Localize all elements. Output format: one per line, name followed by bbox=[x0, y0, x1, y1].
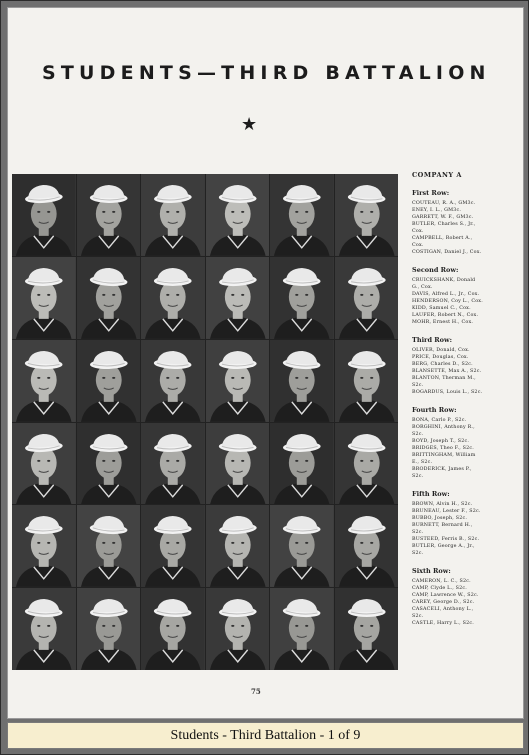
roster-name: BURNETT, Bernard H., bbox=[412, 523, 473, 528]
roster-name: E., S2c. bbox=[412, 460, 433, 465]
roster-row-group bbox=[412, 336, 520, 396]
roster-name: S2c. bbox=[412, 383, 424, 388]
roster-name: BRITTINGHAM, William bbox=[412, 453, 476, 458]
portrait-photo bbox=[270, 588, 334, 670]
portrait-photo bbox=[12, 257, 76, 339]
roster-name: CAREY, George D., S2c. bbox=[412, 600, 475, 605]
roster-row-group bbox=[412, 189, 520, 256]
roster-name: ENEY, I. L., GM3c. bbox=[412, 208, 462, 213]
image-caption: Students - Third Battalion - 1 of 9 bbox=[170, 727, 361, 743]
roster-name: CAMERON, L. C., S2c. bbox=[412, 579, 471, 584]
portrait-photo bbox=[206, 588, 270, 670]
roster-name: S2c. bbox=[412, 432, 424, 437]
roster-name: G., Cox. bbox=[412, 285, 433, 290]
roster-name: BRODERICK, James P., bbox=[412, 467, 472, 472]
portrait-photo bbox=[77, 340, 141, 422]
portrait-photo bbox=[335, 174, 399, 256]
roster-row-group bbox=[412, 490, 520, 557]
roster-name: GARRETT, W. F., GM3c. bbox=[412, 215, 474, 220]
star-icon: ★ bbox=[241, 114, 258, 135]
roster-name: LAUFER, Robert N., Cox. bbox=[412, 313, 479, 318]
roster-name: KIDD, Samuel C., Cox. bbox=[412, 306, 471, 311]
roster-name: BLANTON, Therman M., bbox=[412, 376, 476, 381]
portrait-photo bbox=[12, 423, 76, 505]
portrait-photo bbox=[141, 505, 205, 587]
roster-name: BROWN, Alvin H., S2c. bbox=[412, 502, 473, 507]
roster-name: BERG, Charles D., S2c. bbox=[412, 362, 473, 367]
page-number: 75 bbox=[251, 687, 261, 696]
portrait-photo bbox=[335, 588, 399, 670]
portrait-photo bbox=[270, 505, 334, 587]
roster-name: DAVIS, Alfred L., Jr., Cox. bbox=[412, 292, 480, 297]
roster-name: PRICE, Douglas, Cox. bbox=[412, 355, 469, 360]
portrait-photo bbox=[335, 257, 399, 339]
roster-name: CRUICKSHANK, Donald bbox=[412, 278, 476, 283]
portrait-photo bbox=[206, 340, 270, 422]
portrait-photo bbox=[141, 174, 205, 256]
roster-row-heading: First Row: bbox=[412, 189, 450, 197]
portrait-photo bbox=[141, 340, 205, 422]
roster-name: BUBBO, Joseph, S2c. bbox=[412, 516, 468, 521]
roster-name: S2c. bbox=[412, 551, 424, 556]
roster-list bbox=[412, 171, 520, 637]
roster-name: COUTEAU, R. A., GM3c. bbox=[412, 201, 476, 206]
roster-name: CAMP, Clyde L., S2c. bbox=[412, 586, 468, 591]
portrait-photo bbox=[141, 257, 205, 339]
portrait-photo bbox=[77, 505, 141, 587]
portrait-photo bbox=[12, 340, 76, 422]
roster-name: HENDERSON, Coy L., Cox. bbox=[412, 299, 483, 304]
roster-name: CAMPBELL, Robert A., bbox=[412, 236, 473, 241]
roster-name: BUSTEED, Ferris B., S2c. bbox=[412, 537, 480, 542]
portrait-photo bbox=[77, 174, 141, 256]
portrait-photo bbox=[335, 423, 399, 505]
roster-name: BRUNEAU, Lester F., S2c. bbox=[412, 509, 481, 514]
yearbook-page bbox=[7, 7, 524, 719]
portrait-photo bbox=[206, 174, 270, 256]
roster-row-heading: Third Row: bbox=[412, 336, 452, 344]
roster-row-heading: Second Row: bbox=[412, 266, 459, 274]
company-heading: COMPANY A bbox=[412, 171, 462, 179]
portrait-photo bbox=[77, 588, 141, 670]
roster-name: MOHR, Ernest H., Cox. bbox=[412, 320, 474, 325]
roster-row-group bbox=[412, 567, 520, 627]
portrait-photo bbox=[77, 423, 141, 505]
portrait-photo bbox=[335, 505, 399, 587]
roster-name: CASACELI, Anthony L., bbox=[412, 607, 474, 612]
portrait-grid bbox=[12, 174, 398, 670]
roster-name: Cox. bbox=[412, 229, 424, 234]
portrait-photo bbox=[141, 423, 205, 505]
roster-row-heading: Sixth Row: bbox=[412, 567, 451, 575]
roster-name: S2c. bbox=[412, 530, 424, 535]
roster-name: Cox. bbox=[412, 243, 424, 248]
roster-name: CAMP, Lawrence W., S2c. bbox=[412, 593, 479, 598]
portrait-photo bbox=[335, 340, 399, 422]
portrait-photo bbox=[206, 423, 270, 505]
page-title: STUDENTS—THIRD BATTALION bbox=[42, 62, 491, 84]
roster-row-heading: Fourth Row: bbox=[412, 406, 457, 414]
roster-name: BUTLER, Charles S., Jr., bbox=[412, 222, 476, 227]
portrait-photo bbox=[12, 588, 76, 670]
roster-name: BLANSETTE, Max A., S2c. bbox=[412, 369, 482, 374]
caption-bar bbox=[7, 722, 524, 749]
portrait-photo bbox=[270, 257, 334, 339]
roster-row-heading: Fifth Row: bbox=[412, 490, 450, 498]
roster-name: BONA, Carlo P., S2c. bbox=[412, 418, 467, 423]
roster-row-group bbox=[412, 406, 520, 480]
roster-name: BRIDGES, Theo F., S2c. bbox=[412, 446, 475, 451]
roster-name: BORGHINI, Anthony R., bbox=[412, 425, 475, 430]
portrait-photo bbox=[270, 174, 334, 256]
portrait-photo bbox=[270, 340, 334, 422]
portrait-photo bbox=[12, 505, 76, 587]
roster-name: OLIVER, Donald, Cox. bbox=[412, 348, 470, 353]
portrait-photo bbox=[270, 423, 334, 505]
portrait-photo bbox=[206, 505, 270, 587]
portrait-photo bbox=[12, 174, 76, 256]
roster-name: BOGARDUS, Louis L., S2c. bbox=[412, 390, 483, 395]
portrait-photo bbox=[77, 257, 141, 339]
portrait-photo bbox=[206, 257, 270, 339]
roster-name: BUTLER, George A., Jr., bbox=[412, 544, 475, 549]
roster-name: S2c. bbox=[412, 474, 424, 479]
roster-name: BOYD, Joseph T., S2c. bbox=[412, 439, 470, 444]
roster-name: S2c. bbox=[412, 614, 424, 619]
roster-row-group bbox=[412, 266, 520, 326]
portrait-photo bbox=[141, 588, 205, 670]
roster-name: CASTLE, Harry L., S2c. bbox=[412, 621, 474, 626]
roster-name: COSTIGAN, Daniel J., Cox. bbox=[412, 250, 482, 255]
